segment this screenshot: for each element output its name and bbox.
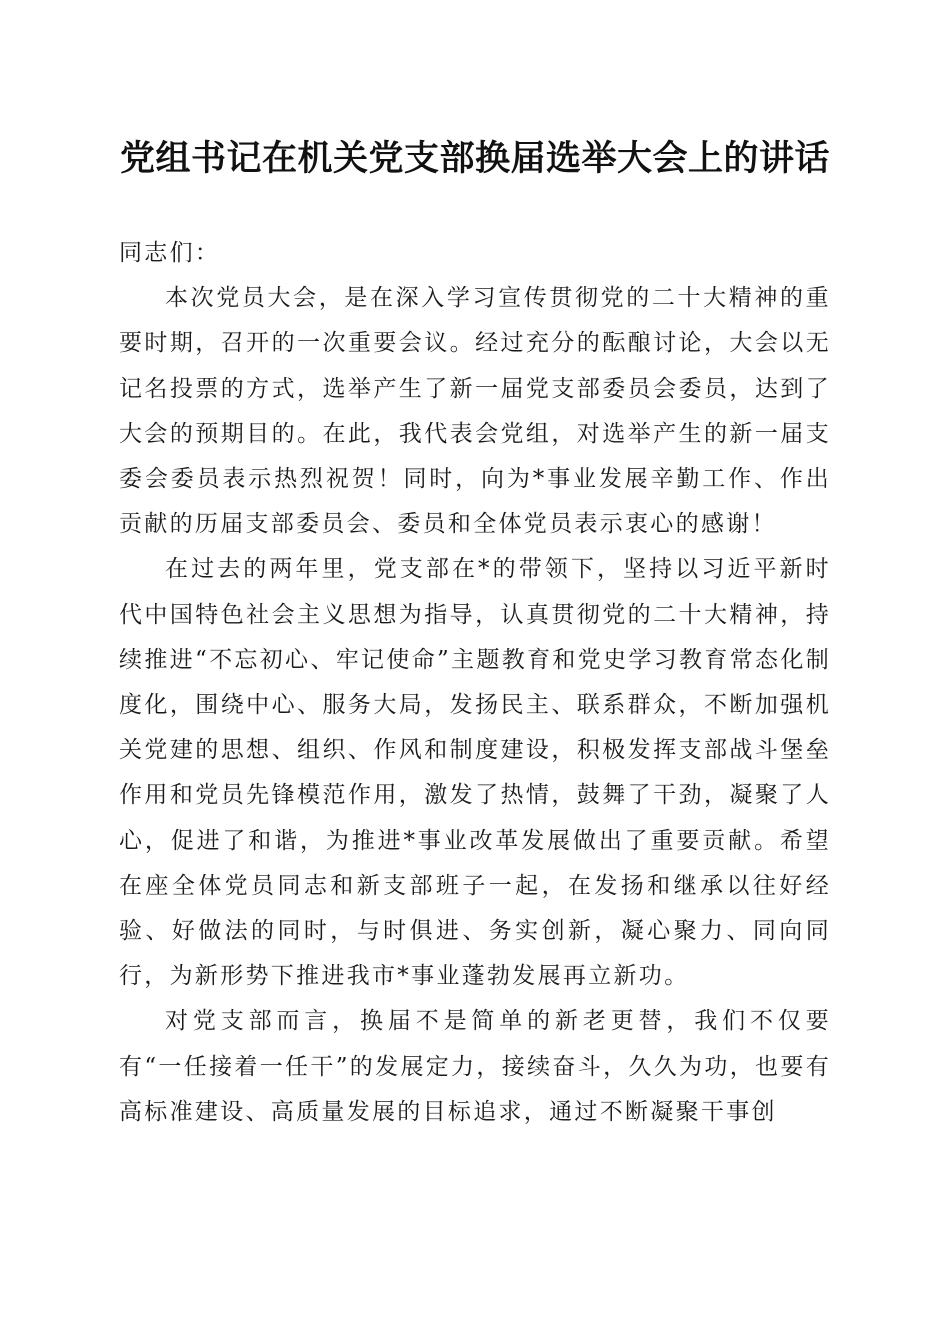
paragraph-1: 本次党员大会，是在深入学习宣传贯彻党的二十大精神的重要时期，召开的一次重要会议。经过充分的酝酿讨论，大会以无记名投票的方式，选举产生了新一届党支部委员会委员，达到了大会的预期目的。在此，我代表会党组，对选举产生的新一届支委会委员表示热烈祝贺！同时，向为*事业发展辛勤工作、作出贡献的历届支部委员会、委员和全体党员表示衷心的感谢！	[119, 285, 831, 538]
document-body	[119, 231, 831, 1135]
paragraph-2: 在过去的两年里，党支部在*的带领下，坚持以习近平新时代中国特色社会主义思想为指导，认真贯彻党的二十大精神，持续推进“不忘初心、牢记使命”主题教育和党史学习教育常态化制度化，围绕中心、服务大局，发扬民主、联系群众，不断加强机关党建的思想、组织、作风和制度建设，积极发挥支部战斗堡垒作用和党员先锋模范作用，激发了热情，鼓舞了干劲，凝聚了人心，促进了和谐，为推进*事业改革发展做出了重要贡献。希望在座全体党员同志和新支部班子一起，在发扬和继承以往好经验、好做法的同时，与时俱进、务实创新，凝心聚力、同向同行，为新形势下推进我市*事业蓬勃发展再立新功。	[119, 556, 831, 990]
document-title: 党组书记在机关党支部换届选举大会上的讲话	[119, 138, 830, 179]
paragraph-3: 对党支部而言，换届不是简单的新老更替，我们不仅要有“一任接着一任干”的发展定力，接续奋斗，久久为功，也要有高标准建设、高质量发展的目标追求，通过不断凝聚干事创	[119, 1008, 831, 1125]
salutation: 同志们：	[119, 240, 221, 266]
